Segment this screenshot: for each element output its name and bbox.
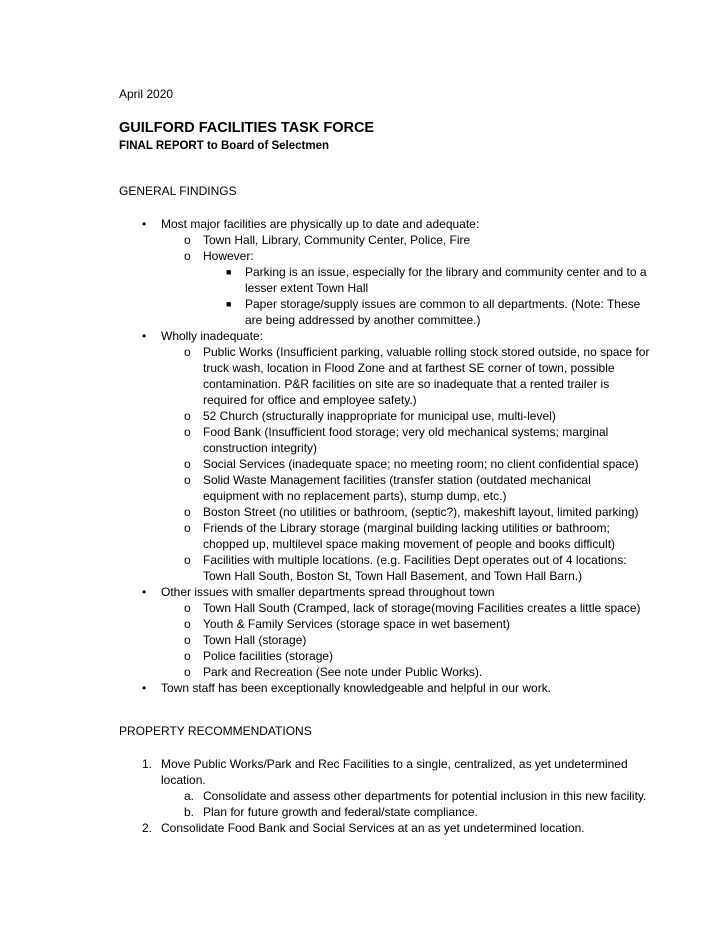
list-item [0, 344, 720, 360]
list-marker: o [184, 617, 191, 631]
list-item-text: Move Public Works/Park and Rec Facilities to a single, centralized, as yet undetermined [161, 757, 628, 771]
list-item-text: location. [161, 773, 206, 787]
list-marker: • [142, 585, 147, 599]
list-item [0, 280, 720, 296]
list-item [0, 664, 720, 680]
list-item [0, 264, 720, 280]
list-item-text: Social Services (inadequate space; no meeting room; no client confidential space) [203, 457, 639, 471]
list-item-text: truck wash, location in Flood Zone and at farthest SE corner of town, possible [203, 361, 615, 375]
report-subtitle: FINAL REPORT to Board of Selectmen [119, 140, 330, 152]
list-item [0, 804, 720, 820]
list-item [0, 360, 720, 376]
list-item-text: Town Hall (storage) [203, 633, 307, 647]
list-item-text: Wholly inadequate: [161, 329, 264, 343]
list-item [0, 328, 720, 344]
list-item [0, 616, 720, 632]
list-item-text: Consolidate and assess other departments for potential inclusion in this new facility. [203, 789, 647, 803]
list-marker: o [184, 665, 191, 679]
list-item-text: Food Bank (Insufficient food storage; very old mechanical systems; marginal [203, 425, 609, 439]
list-item [0, 232, 720, 248]
list-item-text: Boston Street (no utilities or bathroom, (septic?), makeshift layout, limited parking) [203, 505, 639, 519]
list-item-text: lesser extent Town Hall [245, 281, 369, 295]
list-item [0, 772, 720, 788]
list-marker: ■ [226, 267, 232, 277]
list-item [0, 756, 720, 772]
recommendations-heading: PROPERTY RECOMMENDATIONS [119, 724, 312, 738]
list-marker: o [184, 473, 191, 487]
list-item [0, 552, 720, 568]
list-marker: o [184, 553, 191, 567]
list-item [0, 648, 720, 664]
list-item-text: Town Hall, Library, Community Center, Police, Fire [203, 233, 471, 247]
list-item-text: required for office and employee safety.) [203, 393, 417, 407]
list-marker: a. [184, 789, 195, 803]
list-item-text: Public Works (Insufficient parking, valuable rolling stock stored outside, no space for [203, 345, 650, 359]
list-item [0, 600, 720, 616]
list-item-text: 52 Church (structurally inappropriate for municipal use, multi-level) [203, 409, 556, 423]
list-item-text: Town staff has been exceptionally knowledgeable and helpful in our work. [161, 681, 552, 695]
list-item-text: Friends of the Library storage (marginal building lacking utilities or bathroom; [203, 521, 610, 535]
list-marker: o [184, 233, 191, 247]
list-item-text: Park and Recreation (See note under Public Works). [203, 665, 483, 679]
list-item [0, 536, 720, 552]
list-item [0, 680, 720, 696]
list-item-text: Town Hall South (Cramped, lack of storage(moving Facilities creates a little space) [203, 601, 641, 615]
list-item-text: Youth & Family Services (storage space in wet basement) [203, 617, 511, 631]
list-item-text: Parking is an issue, especially for the library and community center and to a [245, 265, 647, 279]
list-item [0, 632, 720, 648]
list-item-text: contamination. P&R facilities on site are so inadequate that a rented trailer is [203, 377, 610, 391]
list-marker: o [184, 633, 191, 647]
list-item [0, 424, 720, 440]
list-item [0, 456, 720, 472]
list-item [0, 488, 720, 504]
list-item [0, 248, 720, 264]
list-item-text: However: [203, 249, 254, 263]
list-item-text: Police facilities (storage) [203, 649, 334, 663]
list-marker: o [184, 425, 191, 439]
list-marker: o [184, 409, 191, 423]
list-item [0, 440, 720, 456]
list-marker: 2. [142, 821, 153, 835]
list-item-text: Plan for future growth and federal/state compliance. [203, 805, 478, 819]
list-marker: o [184, 505, 191, 519]
list-item-text: Solid Waste Management facilities (transfer station (outdated mechanical [203, 473, 591, 487]
list-marker: o [184, 249, 191, 263]
list-item [0, 408, 720, 424]
list-item-text: are being addressed by another committee.) [245, 313, 481, 327]
list-item [0, 216, 720, 232]
list-item [0, 584, 720, 600]
list-marker: ■ [226, 299, 232, 309]
list-marker: 1. [142, 757, 153, 771]
list-marker: • [142, 329, 147, 343]
list-item [0, 520, 720, 536]
list-marker: o [184, 601, 191, 615]
list-item-text: Consolidate Food Bank and Social Services at an as yet undetermined location. [161, 821, 585, 835]
list-marker: o [184, 457, 191, 471]
list-item-text: chopped up, multilevel space making movement of people and books difficult) [203, 537, 616, 551]
list-item-text: Facilities with multiple locations. (e.g. Facilities Dept operates out of 4 locations: [203, 553, 627, 567]
list-item [0, 312, 720, 328]
list-marker: • [142, 217, 147, 231]
findings-heading: GENERAL FINDINGS [119, 184, 237, 198]
list-item-text: construction integrity) [203, 441, 318, 455]
list-item [0, 504, 720, 520]
list-item-text: Paper storage/supply issues are common to all departments. (Note: These [245, 297, 641, 311]
report-date: April 2020 [119, 87, 174, 101]
findings-list [0, 216, 720, 696]
list-marker: • [142, 681, 147, 695]
report-title: GUILFORD FACILITIES TASK FORCE [119, 120, 375, 136]
list-item [0, 392, 720, 408]
list-marker: o [184, 649, 191, 663]
list-marker: o [184, 521, 191, 535]
list-item [0, 788, 720, 804]
recommendations-list [0, 756, 720, 836]
list-item [0, 820, 720, 836]
list-item [0, 568, 720, 584]
list-item-text: equipment with no replacement parts), stump dump, etc.) [203, 489, 507, 503]
list-item [0, 472, 720, 488]
list-item [0, 376, 720, 392]
list-item-text: Most major facilities are physically up to date and adequate: [161, 217, 480, 231]
list-item-text: Town Hall South, Boston St, Town Hall Basement, and Town Hall Barn.) [203, 569, 583, 583]
list-marker: o [184, 345, 191, 359]
list-marker: b. [184, 805, 195, 819]
list-item-text: Other issues with smaller departments spread throughout town [161, 585, 495, 599]
list-item [0, 296, 720, 312]
